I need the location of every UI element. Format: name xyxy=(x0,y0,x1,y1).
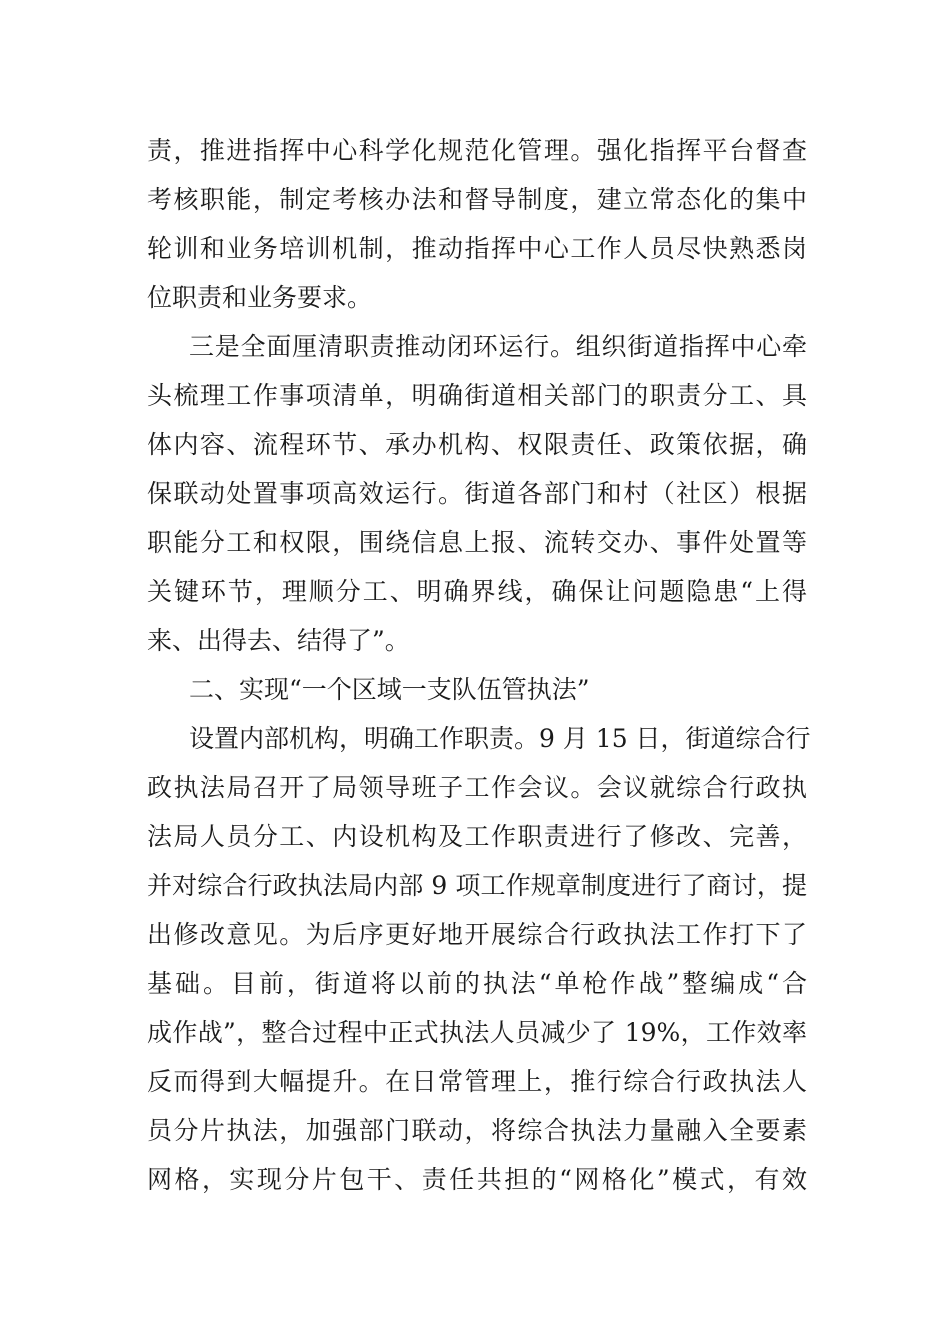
text-line: 并对综合行政执法局内部 9 项工作规章制度进行了商讨，提 xyxy=(147,871,807,900)
text-line: 网格，实现分片包干、责任共担的“网格化”模式，有效 xyxy=(147,1165,807,1194)
text-line: 头梳理工作事项清单，明确街道相关部门的职责分工、具 xyxy=(147,381,807,410)
text-line: 职能分工和权限，围绕信息上报、流转交办、事件处置等 xyxy=(147,528,807,557)
text-line: 责，推进指挥中心科学化规范化管理。强化指挥平台督查 xyxy=(147,136,807,165)
text-line: 设置内部机构，明确工作职责。9 月 15 日，街道综合行 xyxy=(189,724,811,753)
text-line: 来、出得去、结得了”。 xyxy=(147,626,410,655)
document-body xyxy=(147,126,811,1204)
text-line: 保联动处置事项高效运行。街道各部门和村（社区）根据 xyxy=(147,479,807,508)
text-line: 三是全面厘清职责推动闭环运行。组织街道指挥中心牵 xyxy=(189,332,807,361)
text-line: 关键环节，理顺分工、明确界线，确保让问题隐患“上得 xyxy=(147,577,807,606)
text-line: 员分片执法，加强部门联动，将综合执法力量融入全要素 xyxy=(147,1116,807,1145)
text-line: 基础。目前，街道将以前的执法“单枪作战”整编成“合 xyxy=(147,969,807,998)
text-line: 二、实现“一个区域一支队伍管执法” xyxy=(189,675,590,704)
text-line: 出修改意见。为后序更好地开展综合行政执法工作打下了 xyxy=(147,920,807,949)
text-line: 反而得到大幅提升。在日常管理上，推行综合行政执法人 xyxy=(147,1067,807,1096)
text-line: 法局人员分工、内设机构及工作职责进行了修改、完善， xyxy=(147,822,807,851)
text-line: 体内容、流程环节、承办机构、权限责任、政策依据，确 xyxy=(147,430,807,459)
text-line: 位职责和业务要求。 xyxy=(147,283,373,312)
text-line: 轮训和业务培训机制，推动指挥中心工作人员尽快熟悉岗 xyxy=(147,234,807,263)
text-line: 政执法局召开了局领导班子工作会议。会议就综合行政执 xyxy=(147,773,807,802)
text-line: 考核职能，制定考核办法和督导制度，建立常态化的集中 xyxy=(147,185,807,214)
text-line: 成作战”，整合过程中正式执法人员减少了 19%，工作效率 xyxy=(147,1018,807,1047)
